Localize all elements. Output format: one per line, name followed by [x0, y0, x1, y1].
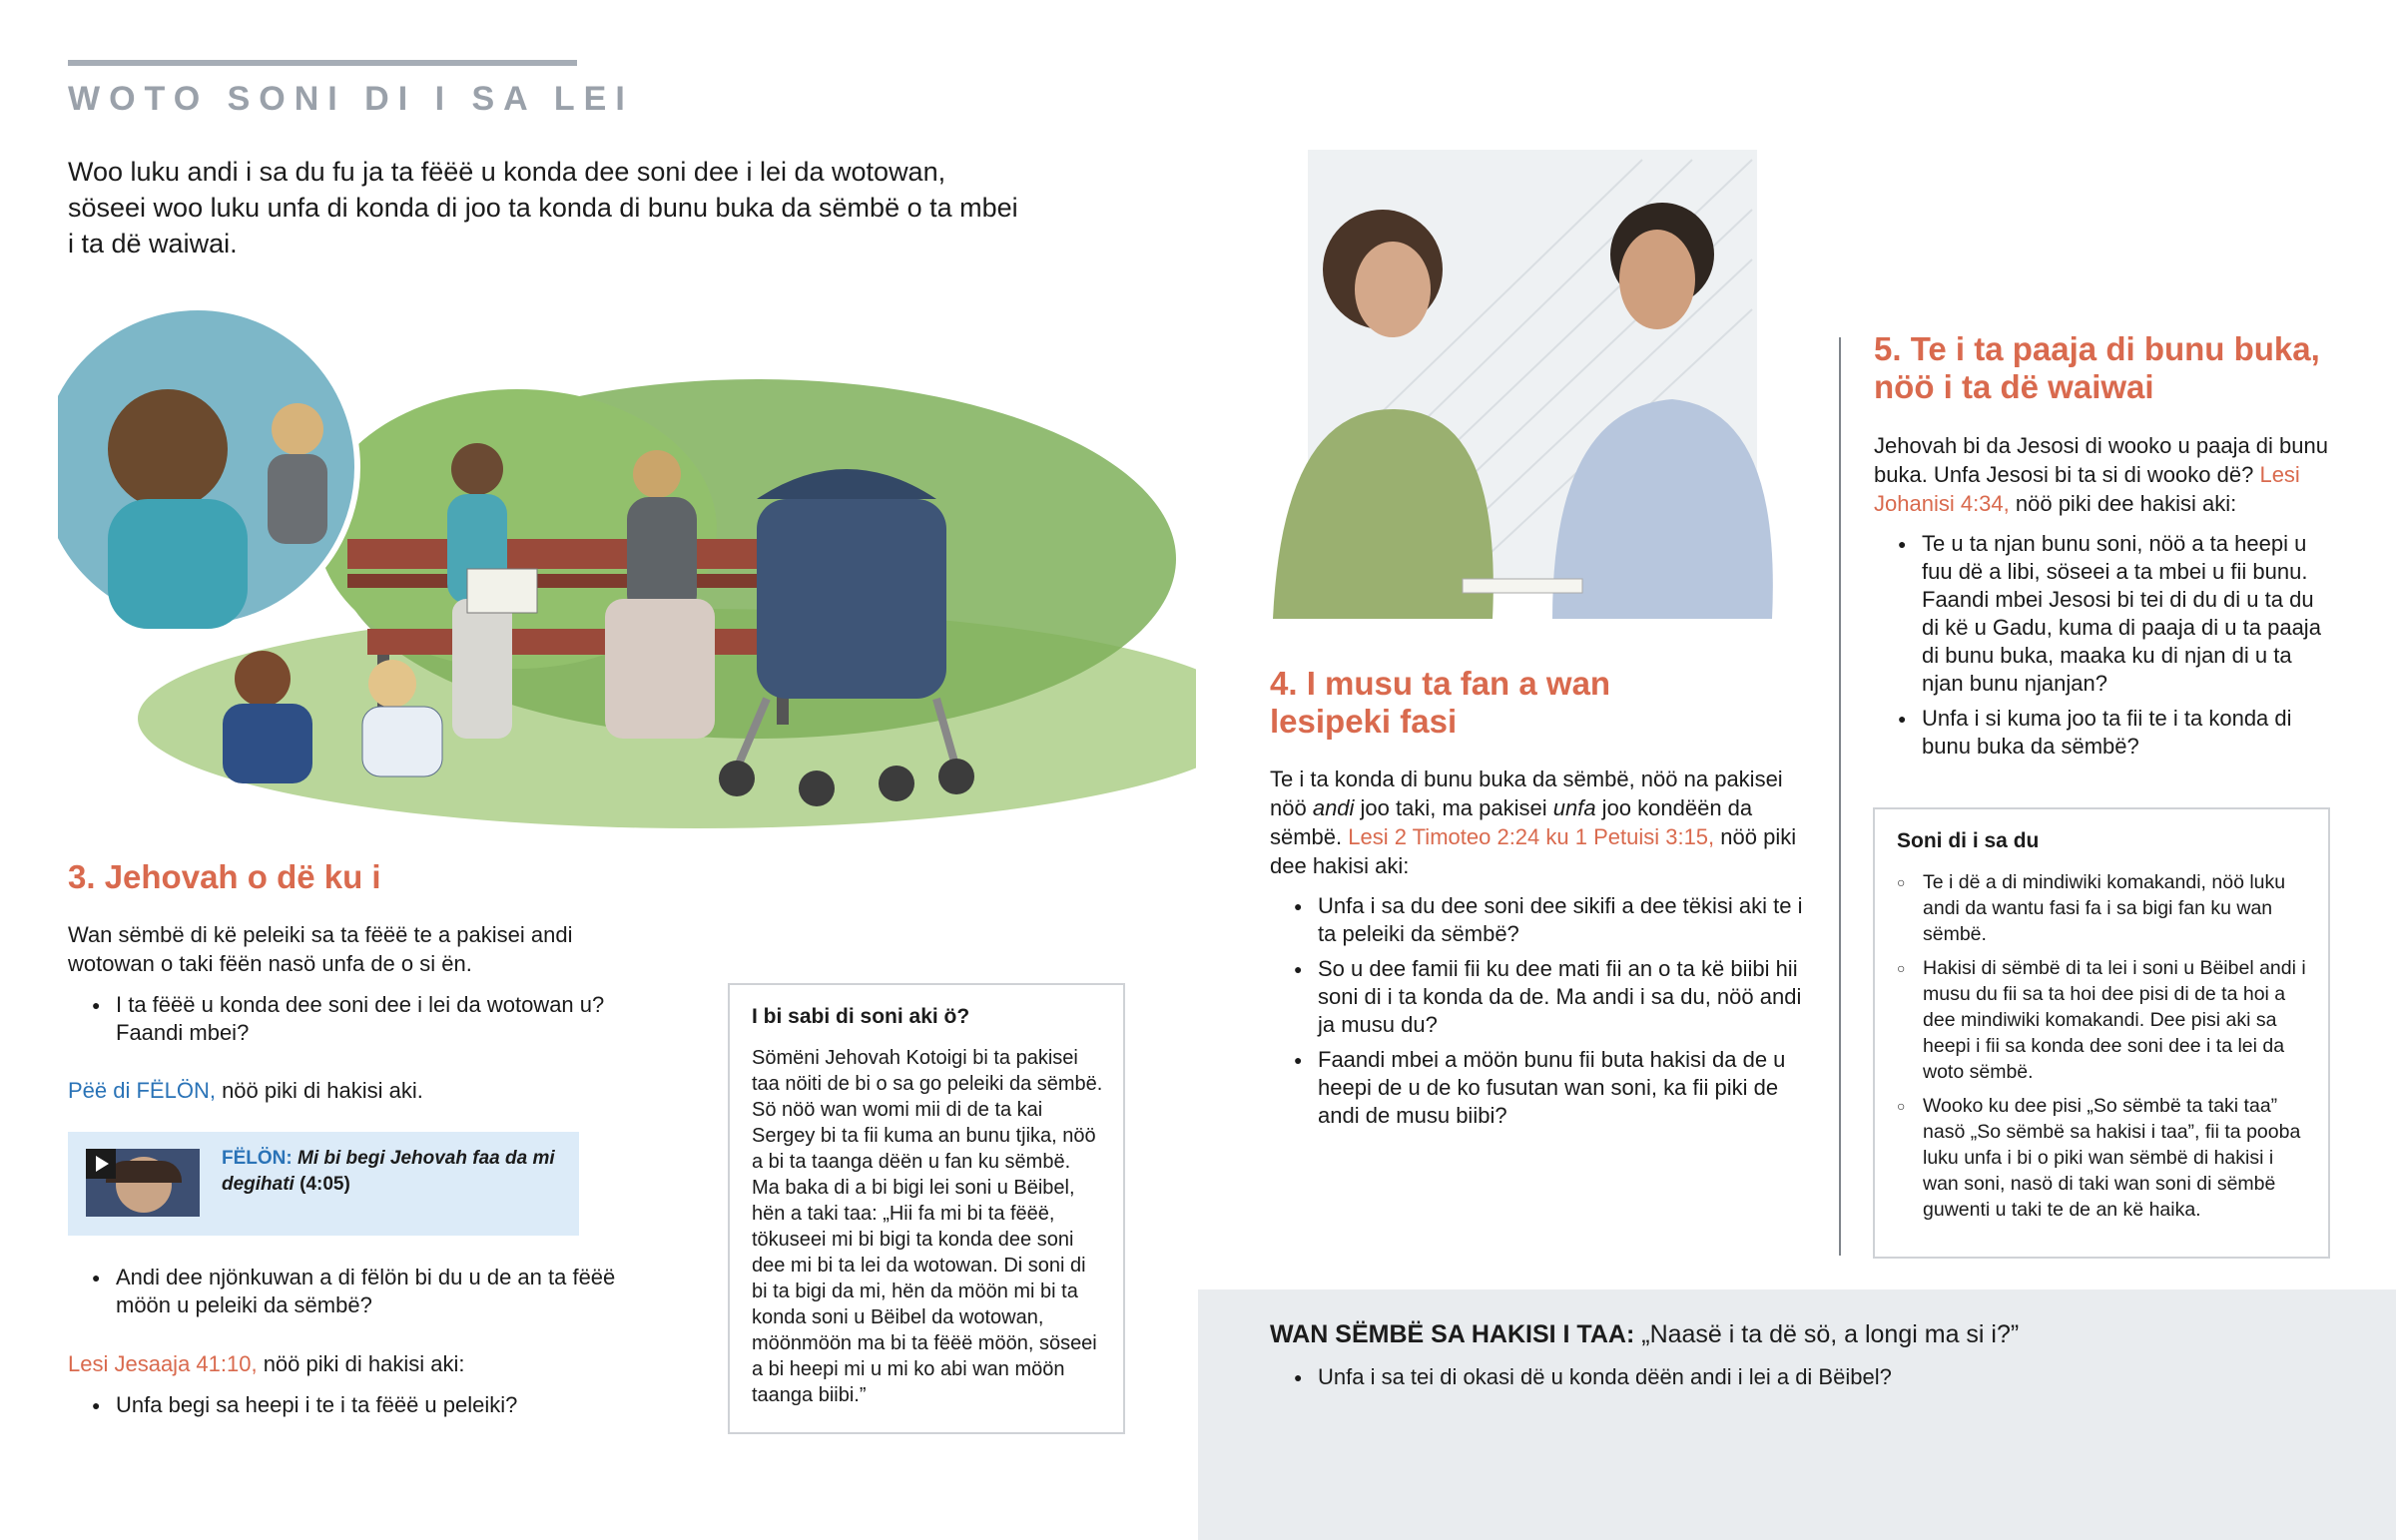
section-4-title: 4. I musu ta fan a wan lesipeki fasi — [1270, 665, 1611, 740]
list-item: ● Faandi mbei a möön bunu fii buta hakisi da de u heepi de u de ko fusutan wan soni, ka fii piki de andi de musu biibi? — [1270, 1046, 1809, 1130]
intro-text: Woo luku andi i sa du fu ja ta fëëë u konda dee soni dee i lei da wotowan, söseei woo luku unfa di konda di joo ta konda di bunu buka da sëmbë o ta mbei i ta dë waiwai. — [68, 157, 1018, 258]
scripture-link[interactable]: Lesi Johanisi 4:34, — [1874, 462, 2300, 516]
list-item: ● Te u ta njan bunu soni, nöö a ta heepi u fuu dë a libi, söseei a ta mbei u fii bunu. Faandi mbei Jesosi bi tei di du di u ta du di kë u Gadu, kuma di paaja di u ta paaja di bunu buka, maaka ku di njan di u ta njan bunu njanjan? — [1874, 530, 2333, 698]
list-item: ● Unfa begi sa heepi i te i ta fëëë u peleiki? — [68, 1391, 657, 1419]
section-4-text-d: nöö piki dee hakisi aki: — [1270, 824, 1797, 878]
section-5-bullets — [1874, 530, 2333, 768]
video-duration: (4:05) — [300, 1174, 350, 1195]
section-4-em-1: andi — [1312, 795, 1355, 820]
section-5-text-a: Jehovah bi da Jesosi di wooko u paaja di bunu buka. Unfa Jesosi bi ta si di wooko dë? — [1874, 433, 2328, 487]
conversation-illustration — [1253, 150, 1792, 629]
question-bullets — [1270, 1363, 2268, 1398]
section-3-bullets-3 — [68, 1391, 657, 1426]
section-4-bullets — [1270, 892, 1809, 1137]
did-you-know-box — [728, 983, 1125, 1434]
video-link[interactable]: Pëë di FËLÖN, — [68, 1078, 216, 1103]
section-5-text-b: nöö piki dee hakisi aki: — [2009, 491, 2237, 516]
video-prompt — [68, 1076, 667, 1105]
scripture-link[interactable]: Lesi 2 Timoteo 2:24 ku 1 Petuisi 3:15, — [1348, 824, 1715, 849]
scripture-link[interactable]: Lesi Jesaaja 41:10, — [68, 1351, 258, 1376]
what-you-can-do-box — [1873, 807, 2330, 1259]
question-label: WAN SËMBË SA HAKISI I TAA: — [1270, 1320, 1635, 1348]
list-item: ● Andi dee njönkuwan a di fëlön bi du u de an ta fëëë möön u peleiki da sëmbë? — [68, 1264, 657, 1319]
video-title: Mi bi begi Jehovah faa da mi degihati — [222, 1148, 555, 1195]
list-item: ○ Wooko ku dee pisi „So sëmbë ta taki taa” nasö „So sëmbë sa hakisi i taa”, fii ta pooba luku unfa i bi o piki wan sëmbë di hakisi i wan soni, nasö di taki wan soni di sëmbë guwenti u taki te de an kë haika. — [1875, 1093, 2308, 1223]
section-5-title: 5. Te i ta paaja di bunu buka, nöö i ta dë waiwai — [1874, 330, 2320, 405]
box-title: Soni di i sa du — [1897, 829, 2040, 852]
video-thumbnail[interactable] — [86, 1149, 200, 1217]
section-4-text-c: joo kondëën da sëmbë. — [1270, 795, 1753, 849]
list-item: ○ Te i dë a di mindiwiki komakandi, nöö luku andi da wantu fasi fa i sa bigi fan ku wan sëmbë. — [1875, 869, 2308, 947]
section-4-em-2: unfa — [1552, 795, 1596, 820]
list-item: ○ Hakisi di sëmbë di ta lei i soni u Bëibel andi i musu du fii sa ta hoi dee pisi di de ta hoi a dee mindiwiki komakandi. Dee pisi aki sa heepi i fii sa konda dee soni dee i ta lei da woto sëmbë. — [1875, 955, 2308, 1085]
list-item: ● Unfa i sa tei di okasi dë u konda dëën andi i lei a di Bëibel? — [1270, 1363, 2268, 1391]
question-line — [1270, 1318, 2368, 1350]
video-prompt-rest: nöö piki di hakisi aki. — [215, 1078, 423, 1103]
play-icon[interactable] — [86, 1149, 116, 1179]
box-list — [1875, 869, 2308, 1231]
list-item: ● So u dee famii fii ku dee mati fii an o ta kë biibi hii soni di i ta konda da de. Ma andi i sa du, nöö andi ja musu du? — [1270, 955, 1809, 1039]
read-prompt-rest: nöö piki di hakisi aki: — [257, 1351, 465, 1376]
section-3-bullets — [68, 991, 657, 1054]
section-kicker: WOTO SONI DI I SA LEI — [68, 80, 634, 118]
section-4-text — [1270, 765, 1809, 880]
section-5-text — [1874, 431, 2353, 518]
video-caption — [222, 1146, 561, 1198]
column-divider — [1839, 337, 1841, 1256]
park-illustration — [58, 299, 1196, 838]
video-card[interactable] — [68, 1132, 579, 1236]
section-3-text: Wan sëmbë di kë peleiki sa ta fëëë te a pakisei andi wotowan o taki fëën nasö unfa de o si ën. — [68, 922, 573, 976]
video-label: FËLÖN: — [222, 1148, 293, 1169]
header-rule — [68, 60, 577, 66]
list-item: ● Unfa i sa du dee soni dee sikifi a dee tëkisi aki te i ta peleiki da sëmbë? — [1270, 892, 1809, 948]
list-item: ● I ta fëëë u konda dee soni dee i lei da wotowan u? Faandi mbei? — [68, 991, 657, 1047]
section-4-text-b: joo taki, ma pakisei — [1354, 795, 1553, 820]
section-3-title: 3. Jehovah o dë ku i — [68, 858, 381, 895]
section-4-text-a: Te i ta konda di bunu buka da sëmbë, nöö na pakisei nöö — [1270, 767, 1783, 820]
question-text: „Naasë i ta dë sö, a longi ma si i?” — [1634, 1320, 2020, 1348]
box-title: I bi sabi di soni aki ö? — [752, 1005, 970, 1028]
section-3-bullets-2 — [68, 1264, 657, 1326]
box-text: Sömëni Jehovah Kotoigi bi ta pakisei taa nöiti de bi o sa go peleiki da sëmbë. Sö nöö wan womi mii di de ta kai Sergey bi ta fii kuma an bunu tjika, nöö a bi ta taanga dëën u fan ku sëmbë. Ma baka di a bi bigi lei soni u Bëibel, hën a taki taa: „Hii fa mi bi ta fëëë, tökuseei mi bi bigi ta konda dee soni dee mi bi ta lei da wotowan. Di soni di bi ta bigi da mi, hën da möön mi bi ta konda soni u Bëibel da wotowan, möönmöön ma bi ta fëëë möön, söseei a bi heepi mi u mi ko abi wan möön taanga biibi.” — [752, 1047, 1103, 1406]
read-prompt-3 — [68, 1349, 667, 1378]
list-item: ● Unfa i si kuma joo ta fii te i ta konda di bunu buka da sëmbë? — [1874, 705, 2333, 761]
